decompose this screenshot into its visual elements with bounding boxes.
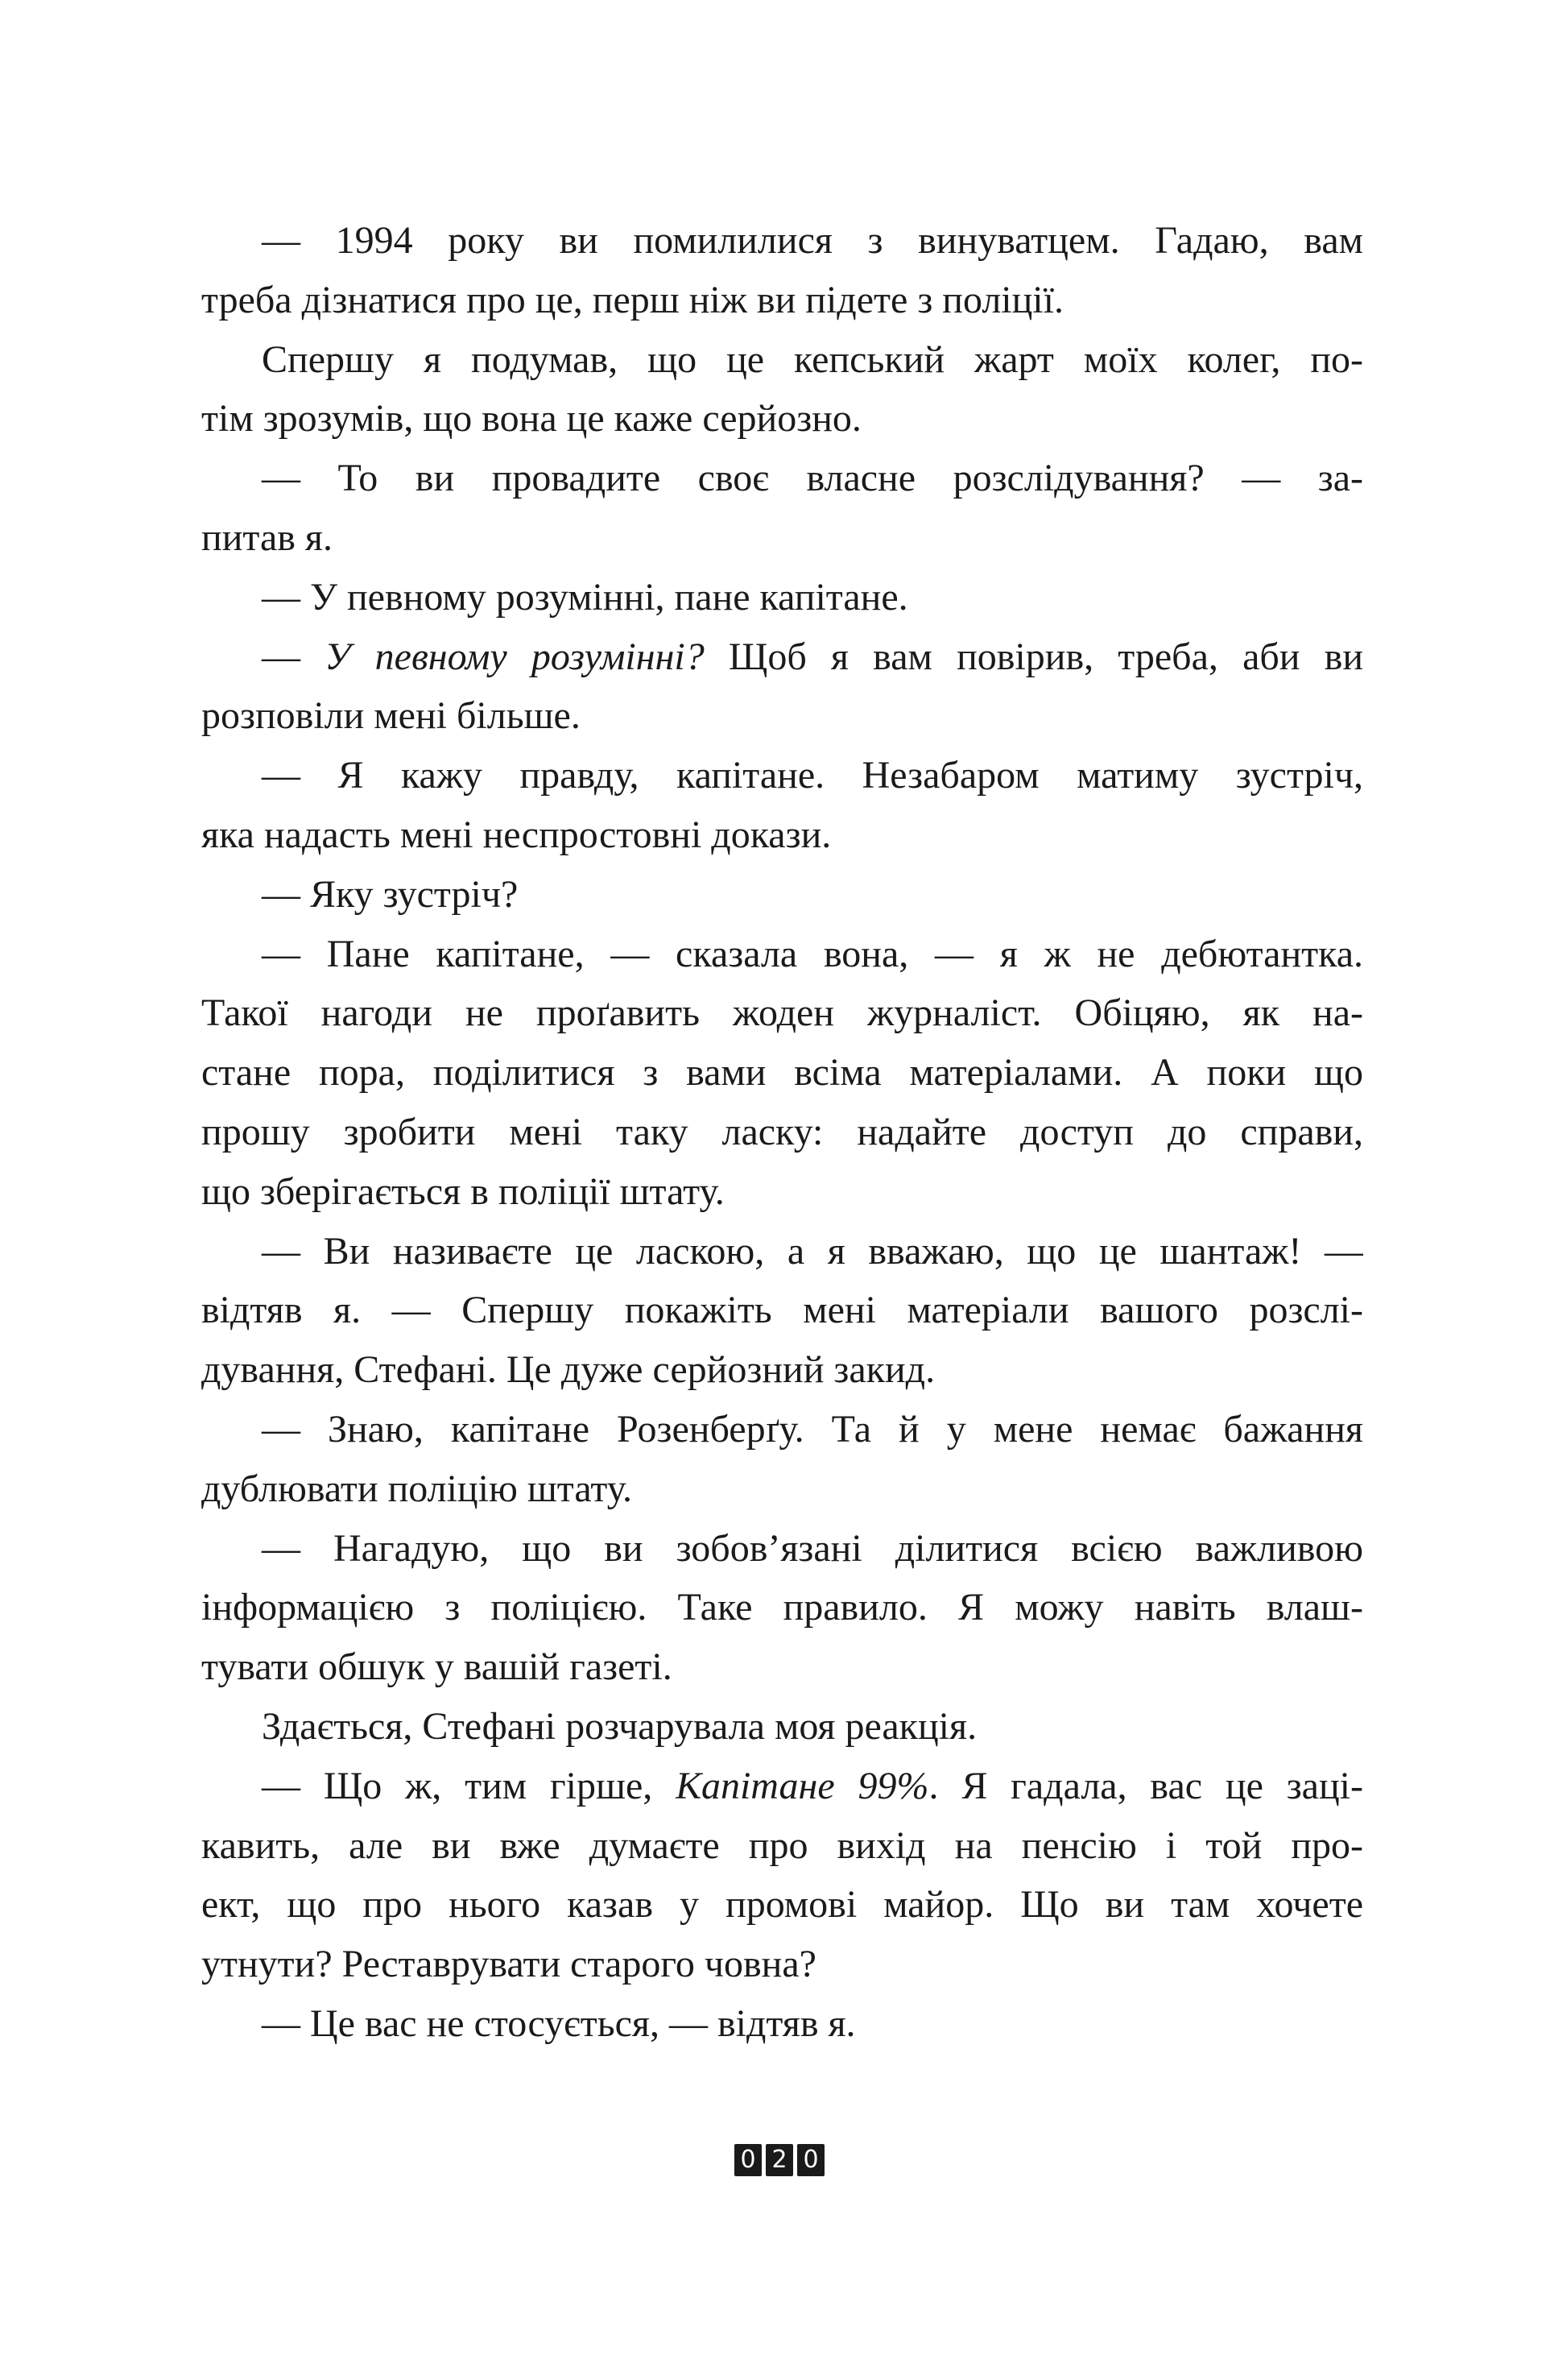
text-line xyxy=(201,925,1363,984)
line-text: — У певному розумінні, пане капітане. xyxy=(262,575,908,619)
line-text: утнути? Реставрувати старого човна? xyxy=(201,1943,816,1986)
line-text: яка надасть мені неспростовні докази. xyxy=(201,813,832,856)
text-line xyxy=(201,983,1363,1043)
line-text: дування, Стефані. Це дуже серйозний закид. xyxy=(201,1348,936,1392)
text-line xyxy=(201,1400,1363,1459)
line-text: розповіли мені більше. xyxy=(201,694,581,738)
text-line xyxy=(201,1103,1363,1162)
text-line xyxy=(201,1519,1363,1579)
text-line xyxy=(201,1043,1363,1103)
text-line xyxy=(201,508,1363,568)
text-line xyxy=(201,1281,1363,1340)
page-number-digit: 0 xyxy=(734,2144,762,2176)
line-text: Такої нагоди не проґавить жоден журналіст. Обіцяю, як на- xyxy=(201,991,1363,1035)
page-number-digit: 2 xyxy=(766,2144,793,2176)
line-text: Здається, Стефані розчарувала моя реакція. xyxy=(262,1704,978,1748)
text-line xyxy=(201,1935,1363,1994)
page-number-digit: 0 xyxy=(797,2144,825,2176)
line-text: відтяв я. — Спершу покажіть мені матеріали вашого розслі- xyxy=(201,1289,1363,1332)
text-line xyxy=(201,1222,1363,1281)
text-line xyxy=(201,1637,1363,1697)
line-text: ект, що про нього казав у промові майор. Що ви там хочете xyxy=(201,1883,1363,1927)
italic-text: У певному розумінні? xyxy=(324,635,705,678)
line-text: — То ви провадите своє власне розслідування? — за- xyxy=(262,457,1363,500)
line-text: стане пора, поділитися з вами всіма матеріалами. А поки що xyxy=(201,1051,1363,1095)
line-text: — Нагадую, що ви зобов’язані ділитися всією важливою xyxy=(262,1526,1363,1570)
line-text: — 1994 року ви помилилися з винуватцем. Гадаю, вам xyxy=(262,219,1363,262)
text-line xyxy=(201,330,1363,390)
text-line xyxy=(201,1578,1363,1637)
page-number xyxy=(734,2144,825,2176)
italic-text: Капітане 99% xyxy=(676,1764,929,1807)
line-text: — Ви називаєте це ласкою, а я вважаю, що це шантаж! — xyxy=(262,1229,1363,1273)
text-line xyxy=(201,1162,1363,1222)
text-line xyxy=(201,1757,1363,1816)
line-text: Щоб я вам повірив, треба, аби ви xyxy=(704,635,1363,678)
line-text: інформацією з поліцією. Таке правило. Я можу навіть влаш- xyxy=(201,1586,1363,1629)
text-line xyxy=(201,271,1363,330)
text-line xyxy=(201,1459,1363,1519)
line-text: — xyxy=(262,635,325,678)
page-body-text xyxy=(201,211,1363,2054)
line-text: — Пане капітане, — сказала вона, — я ж не дебютантка. xyxy=(262,932,1363,975)
line-text: — Яку зустріч? xyxy=(262,872,519,916)
text-line xyxy=(201,1697,1363,1757)
text-line xyxy=(201,1340,1363,1400)
text-line xyxy=(201,686,1363,746)
line-text: прошу зробити мені таку ласку: надайте доступ до справи, xyxy=(201,1110,1363,1153)
line-text: питав я. xyxy=(201,515,333,559)
text-line xyxy=(201,449,1363,508)
line-text: тувати обшук у вашій газеті. xyxy=(201,1645,672,1689)
line-text: треба дізнатися про це, перш ніж ви підете з поліції. xyxy=(201,278,1064,321)
text-line xyxy=(201,805,1363,865)
line-text: Спершу я подумав, що це кепський жарт моїх колег, по- xyxy=(262,337,1363,381)
line-text: — Я кажу правду, капітане. Незабаром матиму зустріч, xyxy=(262,754,1363,797)
text-line xyxy=(201,1994,1363,2054)
line-text: дублювати поліцію штату. xyxy=(201,1467,632,1510)
text-line xyxy=(201,1875,1363,1935)
text-line xyxy=(201,211,1363,271)
line-text: — Знаю, капітане Розенберґу. Та й у мене немає бажання xyxy=(262,1407,1363,1451)
text-line xyxy=(201,568,1363,627)
line-text: тім зрозумів, що вона це каже серйозно. xyxy=(201,397,862,441)
text-line xyxy=(201,746,1363,805)
text-line xyxy=(201,865,1363,925)
line-text: . Я гадала, вас це заці- xyxy=(928,1764,1363,1807)
text-line xyxy=(201,1816,1363,1876)
text-line xyxy=(201,627,1363,687)
line-text: що зберігається в поліції штату. xyxy=(201,1169,725,1213)
line-text: кавить, але ви вже думаєте про вихід на пенсію і той про- xyxy=(201,1823,1363,1867)
text-line xyxy=(201,389,1363,449)
line-text: — Це вас не стосується, — відтяв я. xyxy=(262,2001,856,2045)
line-text: — Що ж, тим гірше, xyxy=(262,1764,676,1807)
